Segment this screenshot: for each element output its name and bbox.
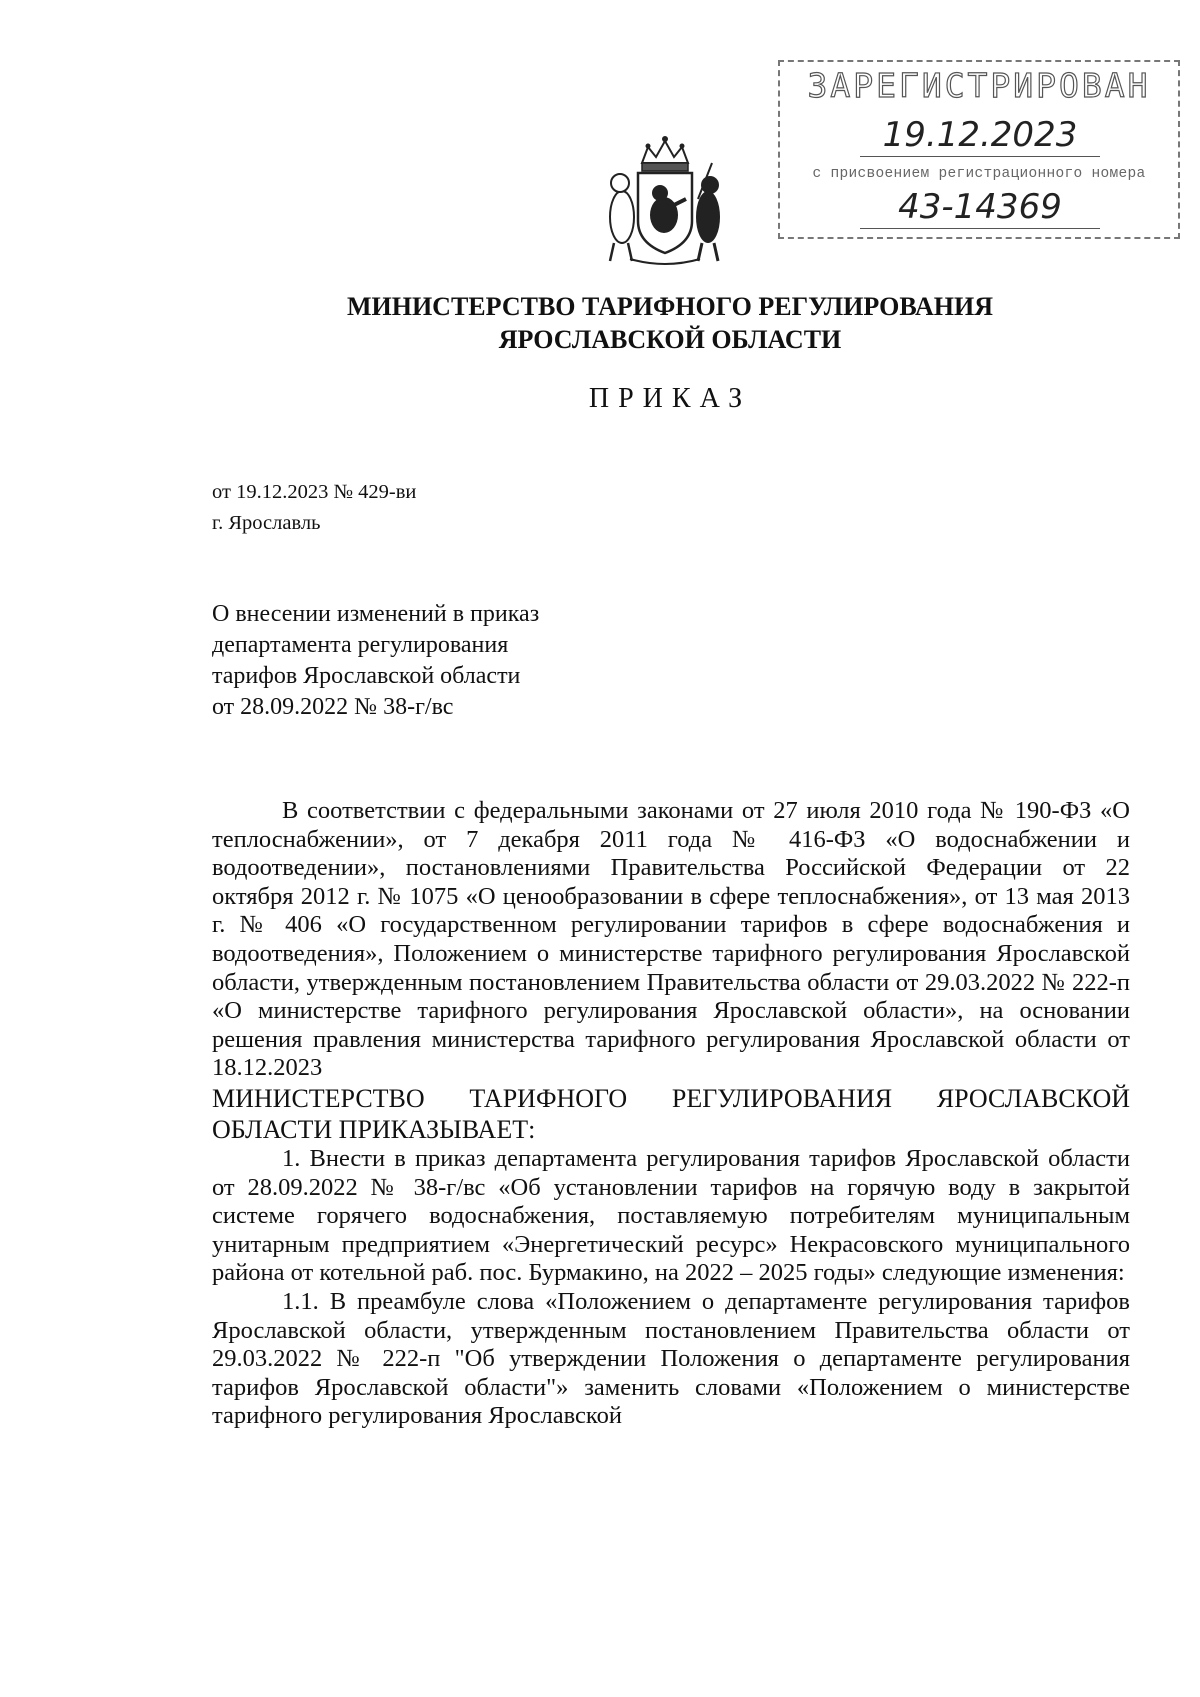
document-body [212,797,1130,1431]
preamble-paragraph: В соответствии с федеральными законами от 27 июля 2010 года № 190-ФЗ «О теплоснабжении», от 7 декабря 2011 года № 416-ФЗ «О водоснабжении и водоотведении», постановлениями Правительства Российской Федерации от 22 октября 2012 г. № 1075 «О ценообразовании в сфере теплоснабжения», от 13 мая 2013 г. № 406 «О государственном регулировании тарифов в сфере водоснабжения и водоотведения», Положением о министерстве тарифного регулирования Ярославской области, утвержденным постановлением Правительства области от 29.03.2022 № 222-п «О министерстве тарифного регулирования Ярославской области», на основании решения правления министерства тарифного регулирования Ярославской области от 18.12.2023 [212,797,1130,1082]
subject-line: от 28.09.2022 № 38-г/вс [212,694,454,720]
stamp-registration-number: 43-14369 [860,186,1100,229]
subject-line: О внесении изменений в приказ [212,601,540,627]
ministry-title-line2: ЯРОСЛАВСКОЙ ОБЛАСТИ [498,325,842,354]
stamp-subtitle: с присвоением регистрационного номера [812,166,1146,182]
subject-line: департамента регулирования [212,632,509,658]
document-subject [212,599,539,723]
stamp-date: 19.12.2023 [860,114,1100,157]
document-city: г. Ярославль [212,512,321,534]
ministry-title-line1: МИНИСТЕРСТВО ТАРИФНОГО РЕГУЛИРОВАНИЯ [346,292,994,321]
stamp-title: ЗАРЕГИСТРИРОВАН [807,66,1151,105]
coat-of-arms-icon [600,133,730,269]
document-date-number: от 19.12.2023 № 429-ви [212,481,417,503]
subject-line: тарифов Ярославской области [212,663,521,689]
registration-stamp [778,60,1180,239]
order-directive: МИНИСТЕРСТВО ТАРИФНОГО РЕГУЛИРОВАНИЯ ЯРОСЛАВСКОЙ ОБЛАСТИ ПРИКАЗЫВАЕТ: [212,1083,1130,1144]
document-type: ПРИКАЗ [588,383,752,414]
document-meta [212,477,416,539]
item-1-paragraph: 1. Внести в приказ департамента регулирования тарифов Ярославской области от 28.09.2022 № 38-г/вс «Об установлении тарифов на горячую воду в закрытой системе горячего водоснабжения, поставляемую потребителям муниципальным унитарным предприятием «Энергетический ресурс» Некрасовского муниципального района от котельной раб. пос. Бурмакино, на 2022 – 2025 годы» следующие изменения: [212,1144,1130,1287]
item-1-1-paragraph: 1.1. В преамбуле слова «Положением о департаменте регулирования тарифов Ярославской области, утвержденным постановлением Правительства области от 29.03.2022 № 222-п "Об утверждении Положения о департаменте регулирования тарифов Ярославской области"» заменить словами «Положением о министерстве тарифного регулирования Ярославской [212,1287,1130,1430]
ministry-title [200,290,1140,356]
